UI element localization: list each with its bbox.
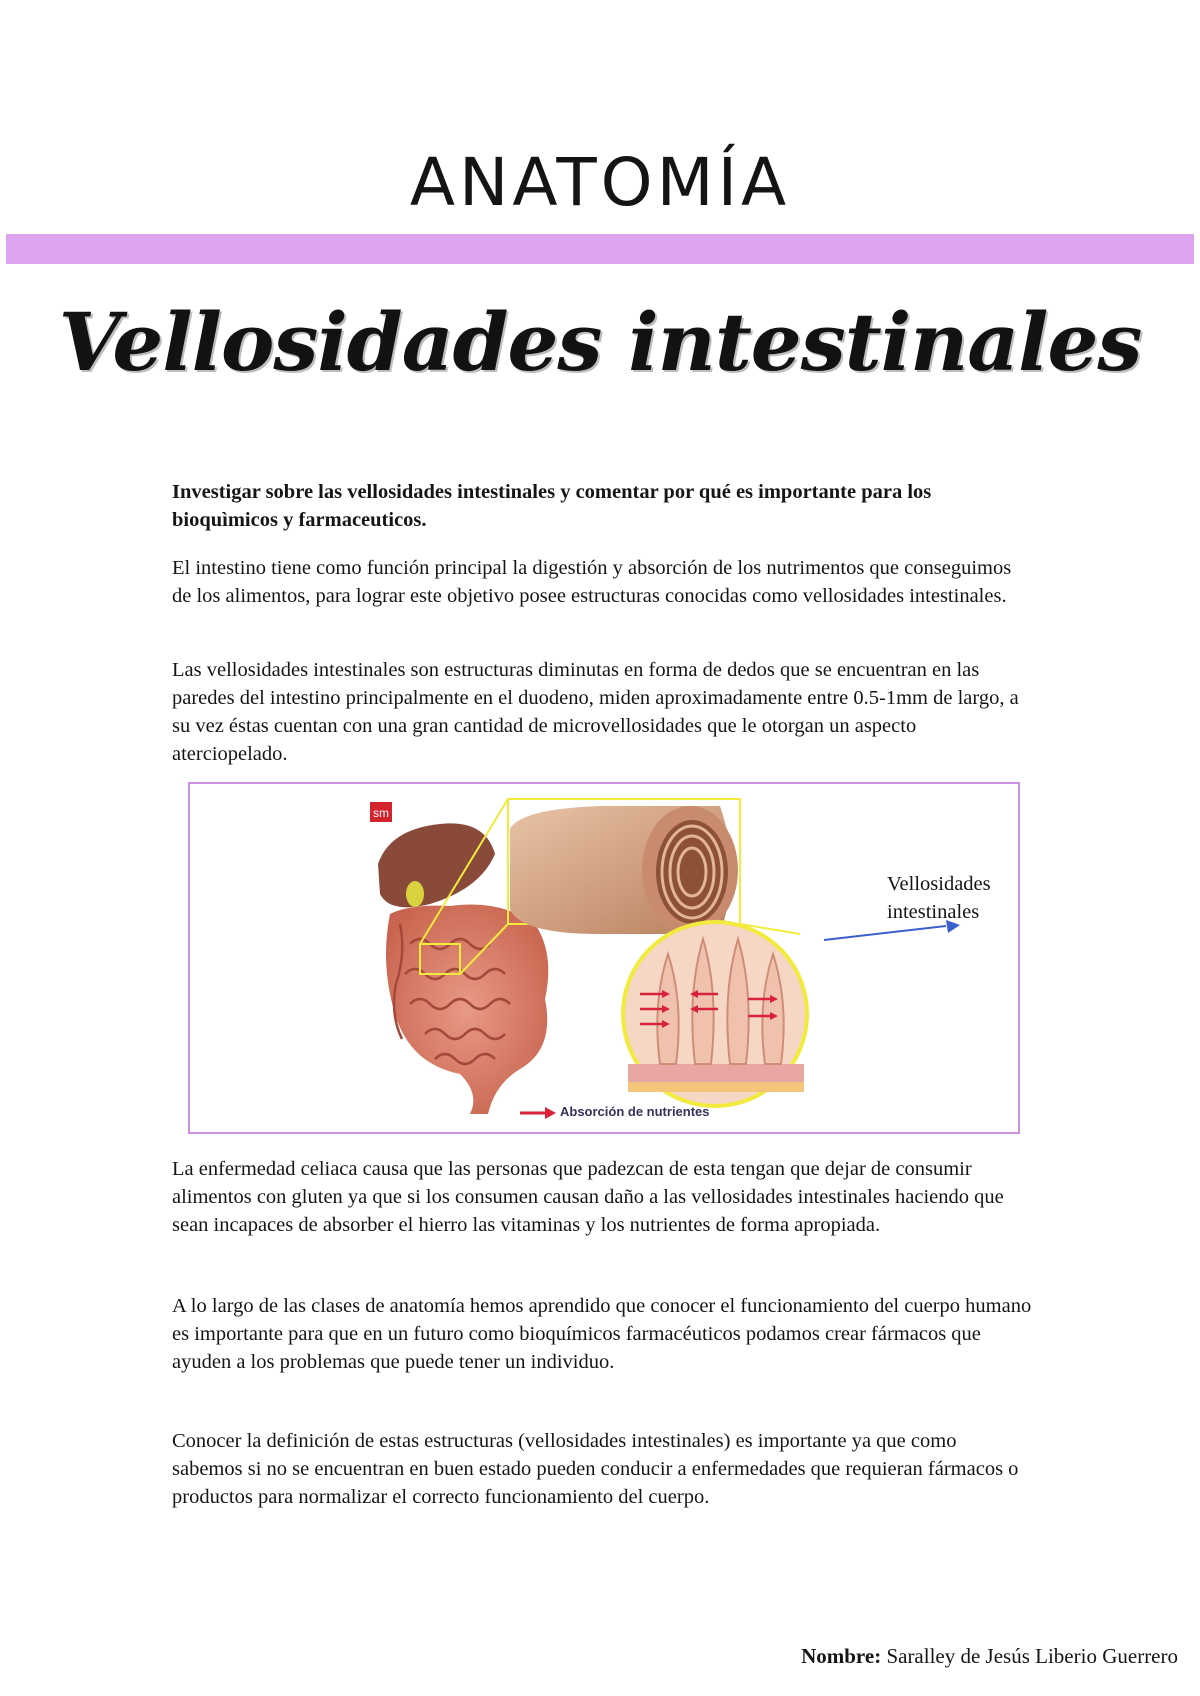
footer-name-value: Saralley de Jesús Liberio Guerrero — [886, 1644, 1178, 1668]
legend-arrow-head — [545, 1107, 556, 1119]
footer-name — [801, 1644, 1178, 1669]
question-text: Investigar sobre las vellosidades intestinales y comentar por qué es importante para los bioquìmicos y farmaceuticos. — [172, 481, 932, 531]
figure-caption: Vellosidades intestinales — [887, 873, 991, 923]
villi-detail — [623, 922, 807, 1106]
document-title: Vellosidades intestinales — [58, 295, 1142, 389]
footer-name-label: Nombre: — [801, 1644, 882, 1668]
paragraph-1: El intestino tiene como función principal la digestión y absorción de los nutrimentos que conseguimos de los alimentos, para lograr este objetivo posee estructuras conocidas como vellosidades intestinales. — [172, 557, 1012, 607]
intestine-mass — [386, 904, 548, 1114]
intestine-illustration — [370, 794, 870, 1124]
publisher-mark: sm — [373, 806, 389, 820]
figure-frame — [188, 782, 1020, 1134]
accent-bar — [6, 234, 1194, 264]
intestine-tube — [510, 806, 738, 934]
paragraph-4: A lo largo de las clases de anatomía hemos aprendido que conocer el funcionamiento del cuerpo humano es importante para que en un futuro como bioquímicos farmacéuticos podamos crear fármacos que ayuden a los problemas que puede tener un individuo. — [172, 1295, 1032, 1373]
paragraph-2: Las vellosidades intestinales son estructuras diminutas en forma de dedos que se encuentran en las paredes del intestino principalmente en el duodeno, miden aproximadamente entre 0.5-1mm de largo, a su vez éstas cuentan con una gran cantidad de microvellosidades que le otorgan un aspecto aterciopelado. — [172, 659, 1019, 765]
liver-shape — [378, 823, 495, 907]
gallbladder-shape — [406, 881, 424, 907]
page-header-title: ANATOMÍA — [409, 144, 791, 221]
paragraph-3: La enfermedad celiaca causa que las personas que padezcan de esta tengan que dejar de consumir alimentos con gluten ya que si los consumen causan daño a las vellosidades intestinales haciendo que sean incapaces de absorber el hierro las vitaminas y los nutrientes de forma apropiada. — [172, 1158, 1004, 1236]
paragraph-5: Conocer la definición de estas estructuras (vellosidades intestinales) es importante ya que como sabemos si no se encuentran en buen estado pueden conducir a enfermedades que requieran fármacos o productos para normalizar el correcto funcionamiento del cuerpo. — [172, 1430, 1019, 1508]
figure-legend: Absorción de nutrientes — [560, 1104, 710, 1119]
